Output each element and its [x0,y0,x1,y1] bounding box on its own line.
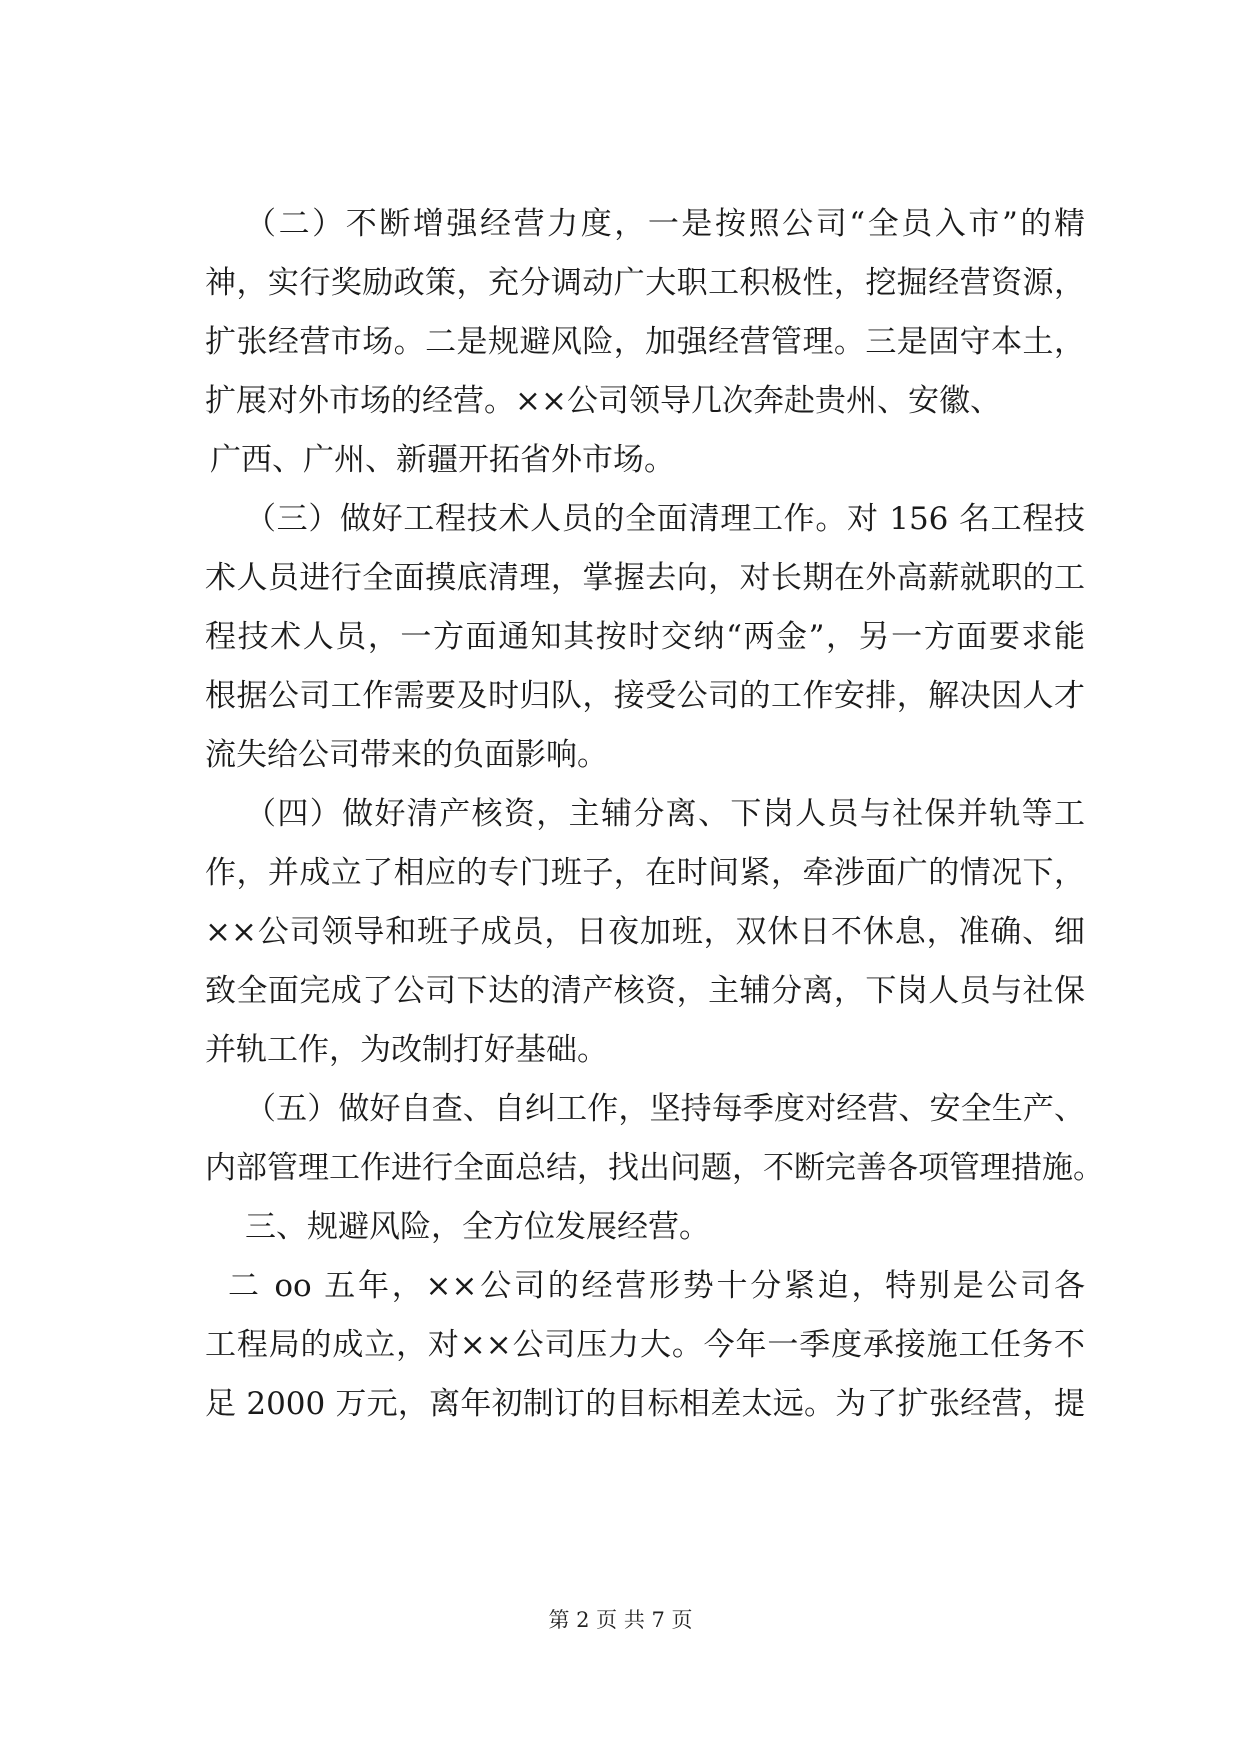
text-line: 扩张经营市场。二是规避风险，加强经营管理。三是固守本土， [205,324,1085,360]
text-line: 足 2000 万元，离年初制订的目标相差太远。为了扩张经营，提 [205,1386,1085,1422]
text-line: （三）做好工程技术人员的全面清理工作。对 156 名工程技 [245,501,1085,537]
text-line: 神，实行奖励政策，充分调动广大职工积极性，挖掘经营资源， [205,265,1085,301]
text-line: 根据公司工作需要及时归队，接受公司的工作安排，解决因人才 [205,678,1085,714]
text-line: 术人员进行全面摸底清理，掌握去向，对长期在外高薪就职的工 [205,560,1085,596]
section-heading: 三、规避风险，全方位发展经营。 [245,1209,710,1245]
text-line: （五）做好自查、自纠工作，坚持每季度对经营、安全生产、 [245,1091,1085,1127]
text-line: 致全面完成了公司下达的清产核资，主辅分离，下岗人员与社保 [205,973,1085,1009]
text-line: 扩展对外市场的经营。××公司领导几次奔赴贵州、安徽、 [205,383,1001,419]
text-line: 流失给公司带来的负面影响。 [205,737,608,773]
text-line: 并轨工作，为改制打好基础。 [205,1032,608,1068]
text-line: 广西、广州、新疆开拓省外市场。 [210,442,675,478]
text-line: 二 oo 五年，××公司的经营形势十分紧迫，特别是公司各 [228,1268,1085,1304]
text-line: （二）不断增强经营力度，一是按照公司“全员入市”的精 [245,206,1085,242]
text-line: 工程局的成立，对××公司压力大。今年一季度承接施工任务不 [205,1327,1085,1363]
text-line: 内部管理工作进行全面总结，找出问题，不断完善各项管理措施。 [205,1150,1104,1186]
text-line: 程技术人员，一方面通知其按时交纳“两金”，另一方面要求能 [205,619,1085,655]
text-line: （四）做好清产核资，主辅分离、下岗人员与社保并轨等工 [245,796,1085,832]
text-line: ××公司领导和班子成员，日夜加班，双休日不休息，准确、细 [205,914,1085,950]
page-number-footer: 第 2 页 共 7 页 [548,1608,693,1632]
text-line: 作，并成立了相应的专门班子，在时间紧，牵涉面广的情况下， [205,855,1085,891]
